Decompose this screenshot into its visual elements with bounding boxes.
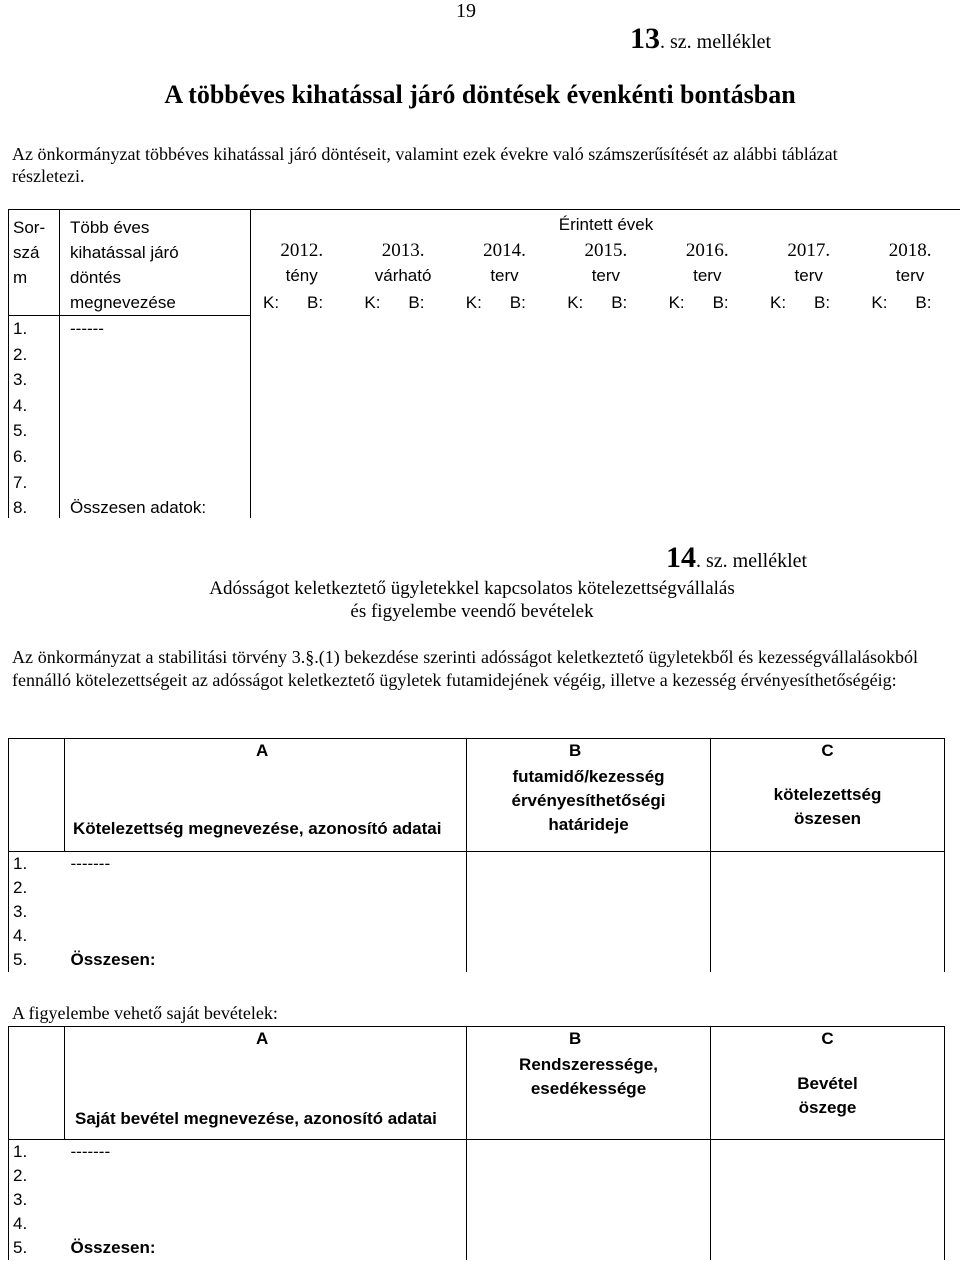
b-label: B: [509,293,526,312]
table-row [13,367,206,393]
year-label: 2013. [381,240,425,261]
row-value-c [711,851,945,876]
year-status: terv [895,266,925,285]
row-name: ------- [65,1139,467,1164]
row-number: 2. [9,876,65,900]
row-value-c [711,876,945,900]
row-number: 7. [13,472,28,492]
row-value-b [467,1188,711,1212]
row-value-c [711,1188,945,1212]
year-status: terv [794,266,823,285]
row-value-b [467,924,711,948]
row-value-b [467,1236,711,1260]
table-row [9,900,945,924]
col-name-line: döntés [70,268,122,287]
annex-13-suffix: . sz. melléklet [660,31,772,53]
col-b-letter: B [569,741,582,760]
row-value-c [711,1236,945,1260]
b-label: B: [611,293,628,312]
annex-14-title-line: és figyelembe veendő bevételek [350,601,594,622]
row-number: 3. [9,900,65,924]
table-row [13,316,206,342]
kb-row [251,293,960,315]
row-name: Összesen adatok: [70,498,207,518]
year-label: 2016. [685,240,729,261]
row-number: 3. [13,370,28,390]
k-label: K: [263,293,280,312]
year-label: 2014. [483,240,526,261]
header-line: esedékessége [530,1079,647,1098]
year-status: terv [591,266,621,285]
table-row [13,444,206,470]
table-row [9,1164,945,1188]
b-label: B: [814,293,831,312]
b-label: B: [408,293,425,312]
table-row [13,393,206,419]
header-line: Rendszeressége, [519,1055,658,1074]
year-status: terv [490,266,519,285]
header-spacer [73,782,466,817]
annex-14-label [666,541,807,575]
row-number: 4. [9,1212,65,1236]
row-name [65,1164,467,1188]
col-a-letter: A [256,1029,269,1048]
row-value-c [711,900,945,924]
revenue-frequency-header [467,1051,711,1139]
col-name-line: kihatással járó [70,243,179,262]
table-row [9,1212,945,1236]
table-row [9,924,945,948]
empty-cell [9,739,65,852]
year-column-header [859,238,960,288]
row-value-c [711,924,945,948]
annex-13-label [630,22,771,56]
annex-13-title: A többéves kihatással járó döntések évenkénti bontásban [164,80,796,109]
row-number: 2. [13,344,28,364]
header-line: öszesen [793,809,862,828]
annex-14-title-line: Adósságot keletkeztető ügyletekkel kapcsolatos kötelezettségvállalás [209,578,735,599]
table-row [9,1188,945,1212]
k-label: K: [871,293,888,312]
k-label: K: [465,293,482,312]
annex-13-intro: Az önkormányzat többéves kihatással járó döntéseit, valamint ezek évekre való számszerűsítését az alábbi táblázat részletezi. [12,144,838,186]
liability-deadline-header [467,763,711,851]
empty-cell [9,1027,65,1140]
table-row [9,948,945,972]
year-column-header [555,238,656,288]
k-label: K: [770,293,787,312]
col-sorszam-header [13,215,45,290]
year-label: 2012. [280,240,324,261]
row-value-c [711,948,945,972]
header-line: érvényesíthetőségi [511,791,666,810]
row-name: ------- [65,851,467,876]
col-sorszam-line: Sor- [13,218,46,237]
col-sorszam-line: szá [13,243,40,262]
annex-14-number: 14 [666,541,696,574]
table-row [13,418,206,444]
year-label: 2015. [584,240,628,261]
row-number: 1. [9,1139,65,1164]
row-number: 3. [9,1188,65,1212]
col-name-header [70,215,179,315]
revenue-name-header-text: Saját bevétel megnevezése, azonosító adatai [75,1108,437,1128]
annex-14-paragraph: Az önkormányzat a stabilitási törvény 3.§.(1) bekezdése szerinti adósságot keletkeztető ügyletekből és kezességvállalásokból fennálló kötelezettségeit az adósságot keletkeztető ügyletek futamidejének végéig, illetve a kezesség érvényesíthetőségéig: [12,647,918,690]
liability-name-header-text: Kötelezettség megnevezése, azonosító adatai [73,818,442,838]
k-label: K: [668,293,685,312]
row-name [65,876,467,900]
row-number: 4. [9,924,65,948]
row-number: 1. [13,319,28,338]
year-column-header [251,238,352,288]
table-row [9,1236,945,1260]
page-number: 19 [456,0,476,22]
table-row [13,342,206,368]
annex-14-title [0,577,944,623]
multi-year-rows [13,316,206,521]
row-name [65,1188,467,1212]
row-name [65,900,467,924]
k-label: K: [364,293,381,312]
col-a-label [467,739,711,764]
col-b-letter: B [569,1029,582,1048]
row-value-c [711,1212,945,1236]
annex-14-suffix: . sz. melléklet [696,550,808,572]
revenues-title: A figyelembe vehető saját bevételek: [12,1003,278,1023]
col-sorszam-line: m [13,268,28,287]
annex-13-number: 13 [630,22,660,55]
row-name: Összesen: [65,948,467,972]
multi-year-table [8,209,960,518]
years-row [251,238,960,296]
row-number: 5. [13,421,28,441]
row-name [65,1212,467,1236]
year-column-header [657,238,758,288]
col-b-label [467,1027,711,1052]
b-label: B: [915,293,932,312]
header-line: öszege [798,1098,857,1117]
row-name: Összesen: [65,1236,467,1260]
col-c-label: C [711,1027,945,1052]
row-number: 6. [13,446,28,466]
year-column-header [352,238,453,288]
year-label: 2018. [888,240,932,261]
liability-total-header [711,763,945,851]
row-value-b [467,1164,711,1188]
row-name [65,924,467,948]
header-line: határideje [548,815,629,834]
row-value-b [467,851,711,876]
table-row [9,1139,945,1164]
affected-years-header: Érintett évek [558,215,654,234]
table-row [13,470,206,496]
row-number: 8. [13,498,28,518]
header-line: futamidő/kezesség [512,767,665,786]
row-value-b [467,948,711,972]
col-a-letter: A [256,741,269,760]
year-label: 2017. [787,240,831,261]
row-value-c [711,1139,945,1164]
row-number: 1. [9,851,65,876]
row-number: 5. [9,948,65,972]
row-name: ------ [70,319,104,338]
revenue-amount-header [711,1051,945,1139]
table-row [9,876,945,900]
table-row [13,495,206,521]
row-number: 5. [9,1236,65,1260]
k-label: K: [567,293,584,312]
row-number: 4. [13,395,28,415]
row-value-b [467,1212,711,1236]
col-name-line: megnevezése [70,293,176,312]
revenues-table [8,1026,945,1260]
row-value-c [711,1164,945,1188]
row-value-b [467,900,711,924]
header-line: kötelezettség [773,785,882,804]
row-value-b [467,876,711,900]
col-c-label: C [711,739,945,764]
b-label: B: [712,293,729,312]
row-number: 2. [9,1164,65,1188]
year-status: terv [693,266,722,285]
year-status: várható [374,266,432,285]
row-value-b [467,1139,711,1164]
year-column-header [454,238,555,288]
b-label: B: [307,293,324,312]
header-line: Bevétel [797,1074,858,1093]
col-name-line: Több éves [70,218,150,237]
year-column-header [758,238,859,288]
year-status: tény [285,266,318,285]
liabilities-table [8,738,945,972]
table-row [9,851,945,876]
